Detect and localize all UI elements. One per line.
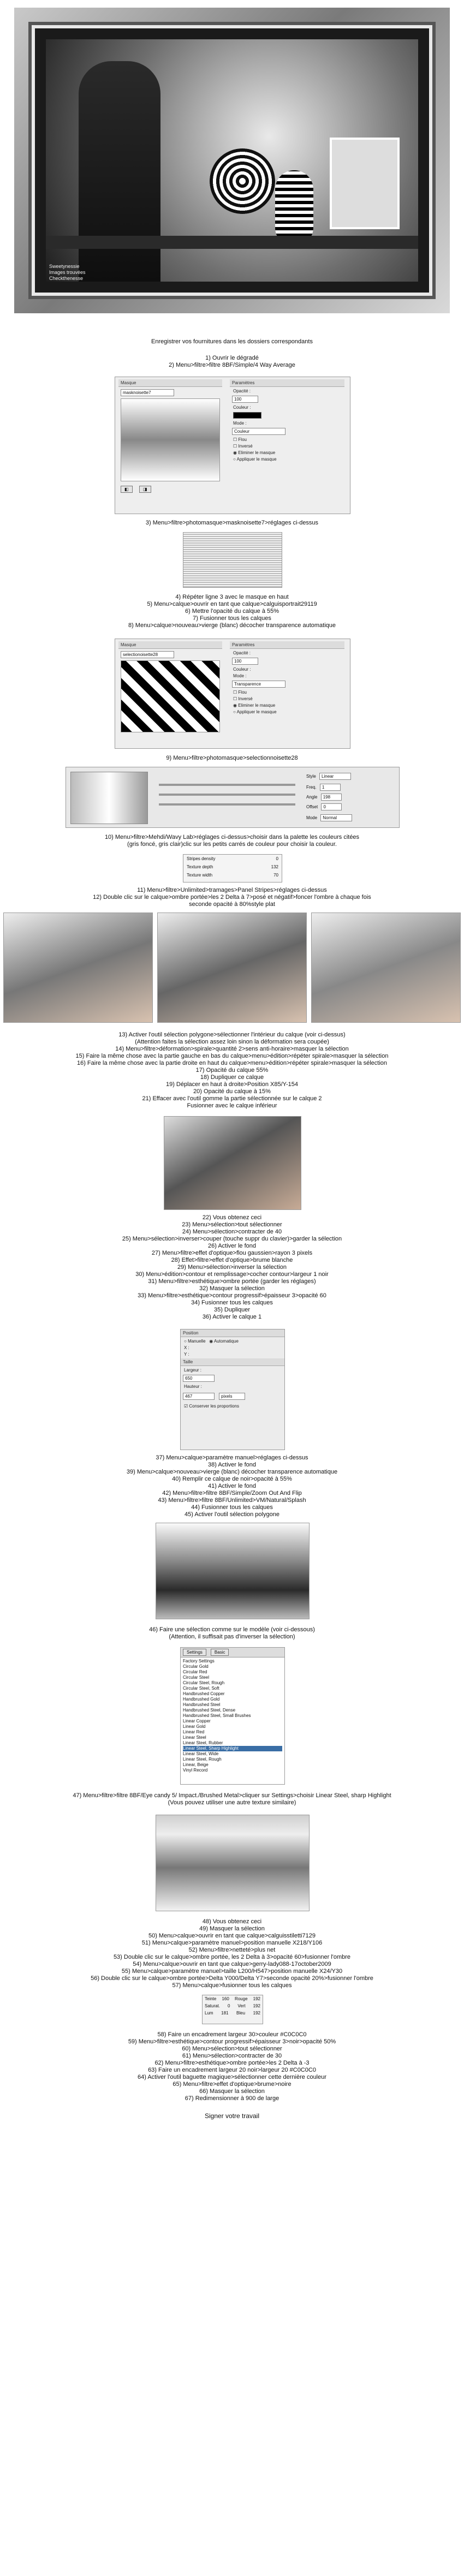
preset-item[interactable]: Factory Settings xyxy=(183,1659,215,1663)
preset-item[interactable]: Linear Red xyxy=(183,1730,205,1734)
step-12b: seconde opacité à 80%style plat xyxy=(189,901,275,908)
texture-depth-label: Texture depth xyxy=(187,864,213,869)
y-label: Y : xyxy=(184,1352,189,1357)
style-label: Style xyxy=(306,774,316,779)
step-21: 21) Effacer avec l'outil gomme la partie sélectionnée sur le calque 2 xyxy=(142,1095,322,1102)
step-65: 65) Menu>filtre>effet d'optique>brume>noire xyxy=(172,2081,292,2088)
stripes-density-label: Stripes density xyxy=(187,856,216,861)
step-36: 36) Activer le calque 1 xyxy=(202,1314,262,1320)
watermark: Sweetynessie Images trouvées Checkthenesse xyxy=(49,264,86,281)
preset-item[interactable]: Handbrushed Steel, Small Brushes xyxy=(183,1713,251,1718)
mask2-preview xyxy=(121,660,220,732)
wavy-mode-select[interactable]: Normal xyxy=(320,814,352,821)
preset-item[interactable]: Linear Steel xyxy=(183,1735,206,1740)
spiral-shot-3 xyxy=(311,913,461,1023)
step-18: 18) Dupliquer ce calque xyxy=(200,1074,264,1081)
style-row xyxy=(306,771,353,782)
wavy-lab-dialog xyxy=(66,767,400,828)
step-22: 22) Vous obtenez ceci xyxy=(202,1214,262,1221)
offset-row xyxy=(306,801,344,813)
inverse-checkbox[interactable]: ☐ Inversé xyxy=(233,444,253,449)
largeur-input[interactable]: 650 xyxy=(183,1375,215,1382)
stripes-row-1 xyxy=(183,855,282,863)
step-40: 40) Remplir ce calque de noir>opacité à 55% xyxy=(172,1476,292,1482)
appliquer2-radio[interactable]: ○ Appliquer le masque xyxy=(233,709,277,714)
step-4: 4) Répéter ligne 3 avec le masque en haut xyxy=(175,594,289,600)
step-52: 52) Menu>filtre>netteté>plus net xyxy=(188,1947,276,1953)
manuelle-radio[interactable]: ○ Manuelle xyxy=(184,1339,206,1344)
step-10b: (gris foncé, gris clair)clic sur les petits carrés de couleur pour choisir la couleur. xyxy=(127,841,337,848)
vert-label: Vert xyxy=(237,2003,246,2008)
spiral-shot-1 xyxy=(3,913,153,1023)
step-2: 2) Menu>filtre>filtre 8BF/Simple/4 Way Average xyxy=(169,362,295,368)
mode-label: Mode : xyxy=(233,421,247,426)
color2-label: Couleur : xyxy=(233,667,251,672)
preset-item[interactable]: Vinyl Record xyxy=(183,1768,208,1773)
preset-item[interactable]: Circular Steel, Soft xyxy=(183,1686,219,1691)
stripes-density-value[interactable]: 0 xyxy=(276,856,278,861)
step-53: 53) Double clic sur le calque>ombre portée, les 2 Delta à 3>opacité 60>fusionner l'ombre xyxy=(113,1954,351,1960)
preset-item[interactable]: Linear, Beige xyxy=(183,1762,209,1767)
bleu-label: Bleu xyxy=(236,2011,246,2016)
step-64: 64) Activer l'outil baguette magique>sélectionner cette dernière couleur xyxy=(137,2074,327,2080)
eliminer-radio[interactable]: ◉ Eliminer le masque xyxy=(233,450,276,455)
color-swatch[interactable] xyxy=(233,412,261,419)
step-30: 30) Menu>édition>contour et remplissage>cocher contour>largeur 1 noir xyxy=(135,1271,329,1278)
step-21b: Fusionner avec le calque inférieur xyxy=(187,1102,277,1109)
angle-label: Angle xyxy=(306,795,318,800)
opacity2-input[interactable]: 100 xyxy=(232,658,258,665)
basic-tab[interactable]: Basic xyxy=(211,1649,229,1656)
step-34: 34) Fusionner tous les calques xyxy=(191,1299,273,1306)
result-image-1 xyxy=(183,532,282,588)
x-label: X : xyxy=(184,1345,189,1350)
presets-list xyxy=(181,1657,284,1774)
automatique-radio[interactable]: ◉ Automatique xyxy=(209,1339,239,1344)
step-46b: (Attention, il suffisait pas d'inverser la sélection) xyxy=(169,1633,295,1640)
position-radios xyxy=(184,1339,281,1344)
preset-item[interactable]: Linear Steel, Rubber xyxy=(183,1740,223,1745)
step-20: 20) Opacité du calque à 15% xyxy=(193,1088,271,1095)
lum-value[interactable]: 181 xyxy=(221,2011,229,2016)
step-5: 5) Menu>calque>ouvrir en tant que calque>calguisportrait29119 xyxy=(147,601,317,607)
step-66: 66) Masquer la sélection xyxy=(199,2088,265,2095)
step-3: 3) Menu>filtre>photomasque>masknoisette7>réglages ci-dessus xyxy=(145,520,319,526)
eliminer2-label: Eliminer le masque xyxy=(238,703,276,708)
step-62: 62) Menu>filtre>esthétique>ombre portée>les 2 Delta à -3 xyxy=(154,2060,310,2066)
step-16: 16) Faire la même chose avec la partie droite en haut du calque>menu>édition>répéter spirale>masquer la sélection xyxy=(76,1060,388,1066)
preset-item[interactable]: Circular Steel xyxy=(183,1675,210,1680)
vert-value[interactable]: 192 xyxy=(253,2003,260,2008)
step-39: 39) Menu>calque>nouveau>vierge (blanc) décocher transparence automatique xyxy=(126,1469,338,1475)
mask-dialog-1 xyxy=(115,377,350,514)
preset-item[interactable]: Handbrushed Gold xyxy=(183,1697,220,1702)
step-13b: (Attention faites la sélection assez loin sinon la déformation sera coupée) xyxy=(135,1039,329,1045)
step-44: 44) Fusionner tous les calques xyxy=(191,1504,273,1511)
sat-value[interactable]: 0 xyxy=(227,2003,230,2008)
step-49: 49) Masquer la sélection xyxy=(199,1925,265,1932)
opacity2-label: Opacité : xyxy=(233,651,251,655)
settings-tab[interactable]: Settings xyxy=(183,1649,206,1656)
step-41: 41) Activer le fond xyxy=(207,1483,257,1489)
preset-item[interactable]: Circular Gold xyxy=(183,1664,209,1669)
eliminer2-radio[interactable]: ◉ Eliminer le masque xyxy=(233,703,276,708)
wavy-mode-label: Mode xyxy=(306,815,318,820)
step-46: 46) Faire une sélection comme sur le modèle (voir ci-dessous) xyxy=(149,1626,315,1633)
step-33: 33) Menu>filtre>esthétique>contour progressif>épaisseur 3>opacité 60 xyxy=(138,1292,326,1299)
mask-select[interactable]: masknoisette7 xyxy=(121,389,174,396)
step-9: 9) Menu>filtre>photomasque>selectionnoisette28 xyxy=(166,755,298,761)
step-13: 13) Activer l'outil sélection polygone>sélectionner l'intérieur du calque (voir ci-dessus) xyxy=(118,1031,346,1038)
params-label: Paramètres xyxy=(230,379,344,387)
step-56: 56) Double clic sur le calque>ombre portée>Delta Y000/Delta Y7>seconde opacité 20%>fusionner l'ombre xyxy=(91,1975,373,1982)
appliquer2-label: Appliquer le masque xyxy=(236,709,277,714)
rouge-label: Rouge xyxy=(234,1996,248,2001)
stripes-row-3 xyxy=(183,871,282,879)
step-47: 47) Menu>filtre>filtre 8BF/Eye candy 5/ Impact./Brushed Metal>cliquer sur Settings>choisir Linear Steel, sharp Highlight xyxy=(73,1792,391,1799)
spiral-shot-2 xyxy=(157,913,307,1023)
preset-item[interactable]: Circular Steel, Rough xyxy=(183,1680,225,1685)
result-image-22 xyxy=(164,1116,301,1210)
rouge-value[interactable]: 192 xyxy=(253,1996,260,2001)
step-11: 11) Menu>filtre>Unlimited>tramages>Panel Stripes>réglages ci-dessus xyxy=(137,887,327,893)
mode2-select[interactable]: Transparence xyxy=(232,681,285,688)
proportions-label: Conserver les proportions xyxy=(189,1404,240,1409)
manuelle-label: Manuelle xyxy=(188,1339,206,1344)
teinte-value[interactable]: 160 xyxy=(222,1996,229,2001)
position-label: Position xyxy=(181,1329,284,1337)
step-60: 60) Menu>sélection>tout sélectionner xyxy=(182,2046,282,2052)
mask2-label: Masque xyxy=(118,641,222,649)
step-51: 51) Menu>calque>paramètre manuel>position manuelle X218/Y106 xyxy=(141,1940,323,1946)
eliminer-label: Eliminer le masque xyxy=(238,450,276,455)
intro-text: Enregistrer vos fournitures dans les dossiers correspondants xyxy=(151,338,313,345)
offset-label: Offset xyxy=(306,804,318,809)
inverse2-label: Inversé xyxy=(238,696,253,701)
flou2-label: Flou xyxy=(238,690,247,695)
selection-preview xyxy=(156,1523,310,1619)
step-26: 26) Activer le fond xyxy=(207,1243,257,1249)
step-57: 57) Menu>calque>fusionner tous les calques xyxy=(172,1982,292,1989)
step-59: 59) Menu>filtre>esthétique>contour progressif>épaisseur 3>noir>opacité 50% xyxy=(128,2038,336,2045)
step-7: 7) Fusionner tous les calques xyxy=(193,615,271,622)
color-label: Couleur : xyxy=(233,405,251,410)
step-50: 50) Menu>calque>ouvrir en tant que calque>calguisstiletti7129 xyxy=(148,1933,316,1939)
step-43: 43) Menu>filtre>filtre 8BF/Unlimited>VM/Natural/Splash xyxy=(158,1497,306,1504)
opacity-label: Opacité : xyxy=(233,389,251,393)
mask2-select[interactable]: selectionoisette28 xyxy=(121,651,174,658)
footer-text: Signer votre travail xyxy=(204,2112,260,2120)
step-42: 42) Menu>filtre>filtre 8BF/Simple/Zoom Out And Flip xyxy=(162,1490,302,1496)
preview-button-2[interactable]: ◨ xyxy=(139,486,151,493)
step-19: 19) Déplacer en haut à droite>Position X85/Y-154 xyxy=(165,1081,299,1088)
brushed-metal-result xyxy=(156,1815,310,1911)
flou2-checkbox[interactable]: ☐ Flou xyxy=(233,690,247,695)
texture-width-value[interactable]: 70 xyxy=(273,873,278,878)
largeur-label: Largeur : xyxy=(184,1368,202,1373)
hauteur-input[interactable]: 467 xyxy=(183,1393,215,1400)
flou-label: Flou xyxy=(238,437,247,442)
step-6: 6) Mettre l'opacité du calque à 55% xyxy=(185,608,279,615)
angle-slider[interactable] xyxy=(159,794,295,796)
preset-item[interactable]: Handbrushed Steel xyxy=(183,1702,221,1707)
step-24: 24) Menu>sélection>contracter de 40 xyxy=(182,1229,282,1235)
teinte-label: Teinte xyxy=(205,1996,217,2001)
step-12: 12) Double clic sur le calque>ombre portée>les 2 Delta à 7>posé et négatif>foncer l'ombre à chaque fois xyxy=(93,894,371,901)
preset-item[interactable]: Linear Copper xyxy=(183,1719,211,1724)
offset-slider[interactable] xyxy=(159,803,295,806)
flou-checkbox[interactable]: ☐ Flou xyxy=(233,437,247,442)
step-15: 15) Faire la même chose avec la partie gauche en bas du calque>menu>édition>répéter spirale>masquer la sélection xyxy=(75,1053,389,1059)
step-55: 55) Menu>calque>paramètre manuel>taille L200/H547>position manuelle X24/Y30 xyxy=(121,1968,343,1975)
preset-item[interactable]: Circular Red xyxy=(183,1669,207,1674)
proportions-checkbox[interactable]: ☑ Conserver les proportions xyxy=(184,1404,240,1409)
step-14: 14) Menu>filtre>déformation>spirale>quantité 2>sens anti-horaire>masquer la sélection xyxy=(115,1046,349,1052)
color-values-panel xyxy=(202,1995,263,2024)
hauteur-label: Hauteur : xyxy=(184,1384,202,1389)
step-58: 58) Faire un encadrement largeur 30>couleur #C0C0C0 xyxy=(157,2031,307,2038)
bleu-value[interactable]: 192 xyxy=(253,2011,260,2016)
step-47b: (Vous pouvez utiliser une autre texture similaire) xyxy=(168,1799,296,1806)
preset-item[interactable]: Handbrushed Copper xyxy=(183,1691,225,1696)
presets-dialog xyxy=(180,1647,285,1785)
mask-dialog-2 xyxy=(115,639,350,749)
step-32: 32) Masquer la sélection xyxy=(199,1285,265,1292)
inverse-label: Inversé xyxy=(238,444,253,449)
mask-preview xyxy=(121,398,220,481)
texture-depth-value[interactable]: 132 xyxy=(271,864,278,869)
sat-label: Saturat. xyxy=(205,2003,221,2008)
step-54: 54) Menu>calque>ouvrir en tant que calque>gerry-lady088-17october2009 xyxy=(133,1961,331,1967)
freq-label: Freq. xyxy=(306,785,317,790)
texture-width-label: Texture width xyxy=(187,873,213,878)
mode2-label: Mode : xyxy=(233,673,247,678)
step-17: 17) Opacité du calque 55% xyxy=(195,1067,269,1074)
automatique-label: Automatique xyxy=(213,1339,239,1344)
angle-input[interactable]: 198 xyxy=(321,794,342,801)
step-1: 1) Ouvrir le dégradé xyxy=(205,355,259,361)
inverse2-checkbox[interactable]: ☐ Inversé xyxy=(233,696,253,701)
step-61: 61) Menu>sélection>contracter de 30 xyxy=(182,2053,282,2059)
mode-select[interactable]: Couleur xyxy=(232,428,285,435)
tube-composition-image xyxy=(46,39,418,282)
params2-label: Paramètres xyxy=(230,641,344,649)
position-dialog xyxy=(180,1329,285,1450)
preset-item[interactable]: Linear Steel, Wide xyxy=(183,1751,219,1756)
step-31: 31) Menu>filtre>esthétique>ombre portée (garder les réglages) xyxy=(148,1278,316,1285)
hero-image xyxy=(14,8,450,313)
appliquer-label: Appliquer le masque xyxy=(236,457,277,462)
step-29: 29) Menu>sélection>inverser la sélection xyxy=(177,1264,287,1271)
step-45: 45) Activer l'outil sélection polygone xyxy=(185,1511,279,1518)
mode-row xyxy=(306,812,354,824)
taille-label: Taille xyxy=(181,1358,284,1366)
stripes-panel xyxy=(183,854,282,882)
step-23: 23) Menu>sélection>tout sélectionner xyxy=(182,1221,282,1228)
step-25: 25) Menu>sélection>inverser>couper (touche suppr du clavier)>garder la sélection xyxy=(122,1236,342,1242)
step-63: 63) Faire un encadrement largeur 20 noir>largeur 20 #C0C0C0 xyxy=(148,2067,316,2073)
step-37: 37) Menu>calque>paramètre manuel>réglages ci-dessus xyxy=(156,1454,308,1461)
step-48: 48) Vous obtenez ceci xyxy=(202,1918,262,1925)
step-8: 8) Menu>calque>nouveau>vierge (blanc) décocher transparence automatique xyxy=(128,622,336,629)
step-38: 38) Activer le fond xyxy=(207,1462,257,1468)
freq-slider[interactable] xyxy=(159,784,295,786)
mask-label: Masque xyxy=(118,379,222,387)
lum-label: Lum xyxy=(205,2011,213,2016)
stripes-row-2 xyxy=(183,863,282,871)
style-select[interactable]: Linear xyxy=(319,773,351,780)
step-27: 27) Menu>filtre>effet d'optique>flou gaussien>rayon 3 pixels xyxy=(151,1250,313,1256)
preset-item[interactable]: Linear Steel, Rough xyxy=(183,1757,222,1762)
step-67: 67) Redimensionner à 900 de large xyxy=(185,2095,279,2102)
step-10: 10) Menu>filtre>Mehdi/Wavy Lab>réglages ci-dessus>choisir dans la palette les couleurs citées xyxy=(104,834,360,840)
preview-button-1[interactable]: ◧ xyxy=(121,486,133,493)
preset-item[interactable]: Handbrushed Steel, Dense xyxy=(183,1708,236,1713)
step-28: 28) Effet>filtre>effet d'optique>brume blanche xyxy=(171,1257,293,1263)
appliquer-radio[interactable]: ○ Appliquer le masque xyxy=(233,457,277,462)
offset-input[interactable]: 0 xyxy=(321,803,342,810)
freq-input[interactable]: 1 xyxy=(320,784,341,791)
wavy-preview xyxy=(70,772,148,824)
unit-select[interactable]: pixels xyxy=(219,1393,245,1400)
step-35: 35) Dupliquer xyxy=(213,1307,251,1313)
preset-item-selected[interactable]: Linear Steel, Sharp Highlight xyxy=(183,1746,282,1751)
opacity-input[interactable]: 100 xyxy=(232,396,258,403)
preset-item[interactable]: Linear Gold xyxy=(183,1724,206,1729)
